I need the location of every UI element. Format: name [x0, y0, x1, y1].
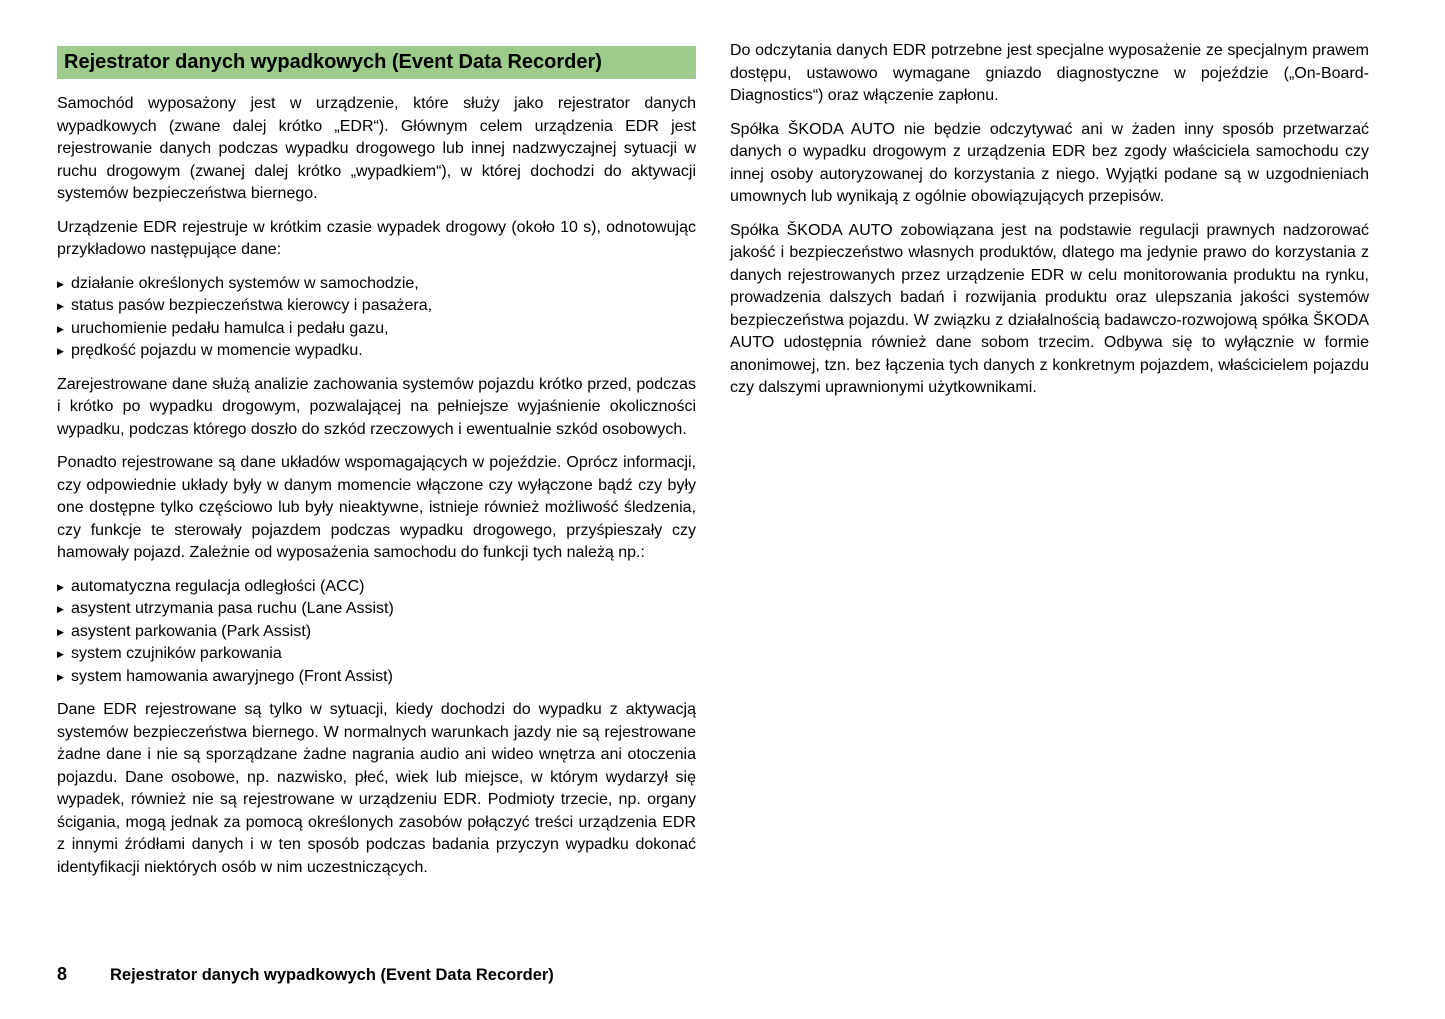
triangle-bullet-icon: ▶	[57, 626, 64, 637]
triangle-bullet-icon: ▶	[57, 323, 64, 334]
bullet-list	[57, 273, 696, 363]
list-item	[57, 621, 696, 644]
page-footer	[57, 964, 554, 985]
list-item-text: status pasów bezpieczeństwa kierowcy i pasażera,	[71, 297, 433, 314]
list-item	[57, 666, 696, 689]
right-column	[730, 40, 1369, 890]
left-column-content	[57, 93, 696, 879]
triangle-bullet-icon: ▶	[57, 671, 64, 682]
list-item-text: system czujników parkowania	[71, 645, 282, 662]
two-column-layout	[57, 40, 1369, 890]
triangle-bullet-icon: ▶	[57, 301, 64, 311]
list-item-text: system hamowania awaryjnego (Front Assist)	[71, 667, 393, 685]
list-item-text: działanie określonych systemów w samochodzie,	[71, 274, 419, 292]
triangle-bullet-icon: ▶	[57, 581, 64, 592]
paragraph: Urządzenie EDR rejestruje w krótkim czasie wypadek drogowy (około 10 s), odnotowując przykładowo następujące dane:	[57, 218, 696, 258]
list-item	[57, 598, 696, 621]
triangle-bullet-icon: ▶	[57, 649, 64, 659]
right-column-content	[730, 40, 1369, 400]
list-item	[57, 318, 696, 341]
section-heading: Rejestrator danych wypadkowych (Event Data Recorder)	[57, 46, 696, 79]
list-item-text: asystent parkowania (Park Assist)	[71, 622, 312, 640]
list-item-text: prędkość pojazdu w momencie wypadku.	[71, 342, 363, 359]
left-column	[57, 40, 696, 890]
paragraph: Zarejestrowane dane służą analizie zachowania systemów pojazdu krótko przed, podczas i krótko po wypadku drogowym, pozwalającej na pełniejsze wyjaśnienie okoliczności wypadku, podczas którego doszło do szkód rzeczowych i ewentualnie szkód osobowych.	[57, 375, 696, 438]
triangle-bullet-icon: ▶	[57, 604, 64, 614]
list-item-text: asystent utrzymania pasa ruchu (Lane Assist)	[71, 600, 394, 617]
paragraph: Spółka ŠKODA AUTO nie będzie odczytywać ani w żaden inny sposób przetwarzać danych o wypadku drogowym z urządzenia EDR bez zgody właściciela samochodu czy innej osoby autoryzowanej do korzystania z niego. Wyjątki podane są w uzgodnieniach umownych lub wynikają z ogólnie obowiązujących przepisów.	[730, 120, 1369, 205]
bullet-list	[57, 576, 696, 689]
page-number: 8	[57, 964, 68, 984]
list-item	[57, 576, 696, 599]
triangle-bullet-icon: ▶	[57, 278, 64, 289]
list-item	[57, 643, 696, 666]
paragraph: Dane EDR rejestrowane są tylko w sytuacji, kiedy dochodzi do wypadku z aktywacją systemów bezpieczeństwa biernego. W normalnych warunkach jazdy nie są rejestrowane żadne dane i nie są sporządzane żadne nagrania audio ani wideo wnętrza ani otoczenia pojazdu. Dane osobowe, np. nazwisko, płeć, wiek lub miejsce, w którym wydarzył się wypadek, również nie są rejestrowane w urządzeniu EDR. Podmioty trzecie, np. organy ścigania, mogą jednak za pomocą określonych zasobów połączyć treści urządzenia EDR z innymi źródłami danych i w ten sposób podczas badania przyczyn wypadku dokonać identyfikacji niektórych osób w nim uczestniczących.	[57, 701, 696, 876]
list-item-text: automatyczna regulacja odległości (ACC)	[71, 577, 365, 595]
paragraph: Do odczytania danych EDR potrzebne jest specjalne wyposażenie ze specjalnym prawem dostępu, ustawowo wymagane gniazdo diagnostyczne w pojeździe („On-Board-Diagnostics“) oraz włączenie zapłonu.	[730, 42, 1369, 104]
list-item	[57, 273, 696, 296]
paragraph: Samochód wyposażony jest w urządzenie, które służy jako rejestrator danych wypadkowych (zwane dalej krótko „EDR“). Głównym celem urządzenia EDR jest rejestrowanie danych podczas wypadku drogowego lub innej nadzwyczajnej sytuacji w ruchu drogowym (zwanej dalej krótko „wypadkiem“), w której dochodzi do aktywacji systemów bezpieczeństwa biernego.	[57, 95, 696, 202]
footer-chapter-title: Rejestrator danych wypadkowych (Event Data Recorder)	[110, 966, 554, 984]
triangle-bullet-icon: ▶	[57, 346, 64, 356]
list-item	[57, 295, 696, 318]
list-item	[57, 340, 696, 363]
list-item-text: uruchomienie pedału hamulca i pedału gazu,	[71, 319, 389, 337]
paragraph: Spółka ŠKODA AUTO zobowiązana jest na podstawie regulacji prawnych nadzorować jakość i bezpieczeństwo własnych produktów, dlatego ma jedynie prawo do korzystania z danych rejestrowanych przez urządzenie EDR w celu monitorowania produktu na rynku, prowadzenia dalszych badań i rozwijania produktu oraz ulepszania jakości systemów bezpieczeństwa pojazdu. W związku z działalnością badawczo-rozwojową spółka ŠKODA AUTO udostępnia również dane sobom trzecim. Odbywa się to wyłącznie w formie anonimowej, tzn. bez łączenia tych danych z konkretnym pojazdem, właścicielem pojazdu czy dalszymi uprawnionymi użytkownikami.	[730, 221, 1369, 396]
paragraph: Ponadto rejestrowane są dane układów wspomagających w pojeździe. Oprócz informacji, czy odpowiednie układy były w danym momencie włączone czy wyłączone bądź czy były one dostępne tylko częściowo lub były nieaktywne, istnieje również możliwość śledzenia, czy funkcje te sterowały pojazdem podczas wypadku drogowego, przyśpieszały czy hamowały pojazd. Zależnie od wyposażenia samochodu do funkcji tych należą np.:	[57, 454, 696, 561]
